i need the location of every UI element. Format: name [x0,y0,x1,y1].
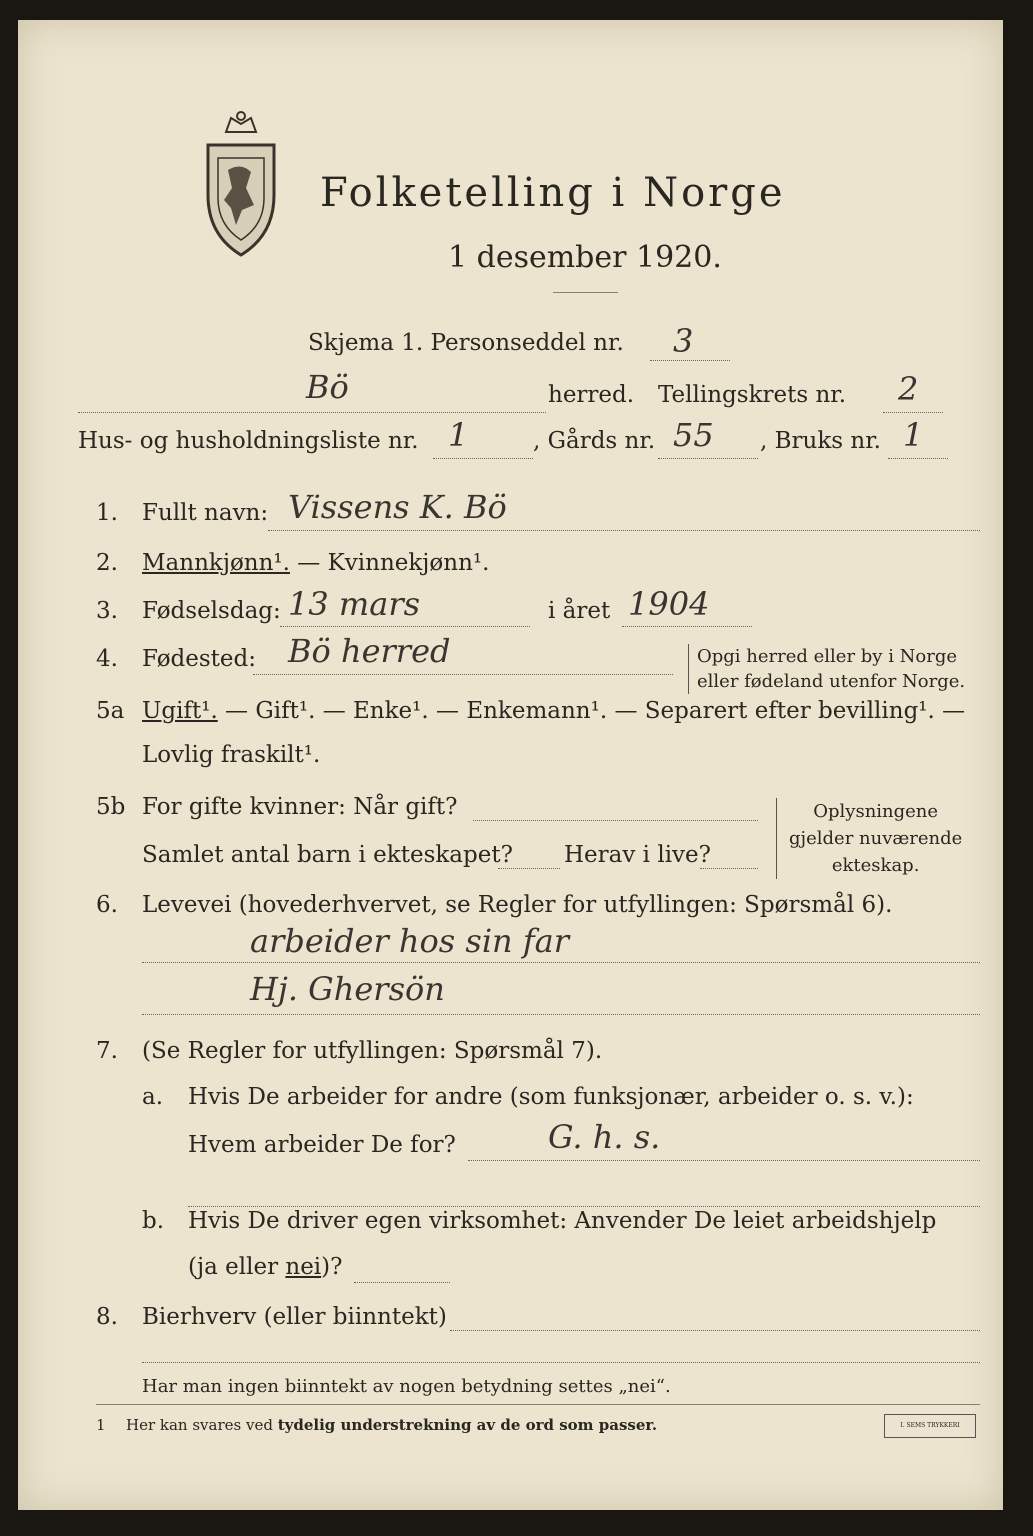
q4-note-line1: Opgi herred eller by i Norge [697,646,958,667]
q7b-q-pre: (ja eller [188,1254,286,1280]
q5b-note2: gjelder nuværende [789,828,963,849]
q6-value1: arbeider hos sin far [250,922,570,960]
q6-line1 [142,962,980,963]
q3-day-line [280,626,530,627]
gards-label: , Gårds nr. [533,428,656,454]
q4-number: 4. [96,646,118,672]
q6-number: 6. [96,892,118,918]
q5b-ilive-line [700,868,758,869]
q7-number: 7. [96,1038,118,1064]
q4-value: Bö herred [288,632,451,670]
q5b-line2b: Herav i live? [564,842,711,868]
q5a-options [142,698,965,724]
q7b-q-nei: nei [285,1254,322,1280]
q5a-rest: — Gift¹. — Enke¹. — Enkemann¹. — Separert efter bevilling¹. — [217,698,966,724]
tellingskrets-label: Tellingskrets nr. [658,382,847,408]
q5b-nar-gift-line [473,820,758,821]
q2-male: Mannkjønn¹. [142,550,290,576]
census-form [18,20,1003,1510]
q2-options [142,550,489,576]
q6-value2: Hj. Ghersön [250,970,445,1008]
q4-note [688,644,965,694]
q7a-value: G. h. s. [548,1118,661,1156]
bruks-label: , Bruks nr. [760,428,881,454]
form-title: Folketelling i Norge [320,170,786,216]
bruks-nr: 1 [903,416,924,454]
q5a-line2: Lovlig fraskilt¹. [142,742,321,768]
q7a-question: Hvem arbeider De for? [188,1132,456,1158]
form-date: 1 desember 1920. [448,240,722,275]
q5b-line2a: Samlet antal barn i ekteskapet? [142,842,513,868]
q7b-text: Hvis De driver egen virksomhet: Anvender De leiet arbeidshjelp [188,1208,937,1234]
q7a-line2 [188,1206,980,1207]
personseddel-nr: 3 [673,322,694,360]
q8-number: 8. [96,1304,118,1330]
q3-label: Fødselsdag: [142,598,281,624]
hus-nr: 1 [448,416,469,454]
printer-stamp: I. SEMS TRYKKERI [884,1414,976,1438]
q5a-number: 5a [96,698,125,724]
q2-number: 2. [96,550,118,576]
q7-label: (Se Regler for utfyllingen: Spørsmål 7). [142,1038,603,1064]
footnote-text [126,1416,657,1434]
q8-line2 [142,1362,980,1363]
herred-value: Bö [306,368,349,406]
herred-line [78,412,546,413]
footnote-number: 1 [96,1416,106,1434]
q3-year-value: 1904 [628,585,710,623]
q7a-line1 [468,1160,980,1161]
footnote-text-b: tydelig understrekning av de ord som passer. [277,1416,658,1434]
q7b-letter: b. [142,1208,165,1234]
q5b-barn-line [498,868,560,869]
q1-number: 1. [96,500,118,526]
q5a-ugift: Ugift¹. [142,698,218,724]
q7b-q-post: )? [321,1254,343,1280]
gards-nr: 55 [673,416,714,454]
personseddel-line [650,360,730,361]
footnote-text-a: Her kan svares ved [126,1416,278,1434]
q1-line [268,530,980,531]
footer-divider [96,1404,980,1405]
gards-line [658,458,758,459]
skjema-label: Skjema 1. Personseddel nr. [308,330,624,356]
hus-label: Hus- og husholdningsliste nr. [78,428,419,454]
title-divider [553,292,618,293]
q1-label: Fullt navn: [142,500,269,526]
q2-female: Kvinnekjønn¹. [327,550,490,576]
hus-line [433,458,533,459]
q4-line [253,674,673,675]
q8-line1 [450,1330,980,1331]
q7b-question [188,1254,342,1280]
q5b-line1: For gifte kvinner: Når gift? [142,794,458,820]
norway-coat-of-arms-icon [196,110,286,260]
footer-note: Har man ingen biinntekt av nogen betydning settes „nei“. [142,1376,671,1397]
bruks-line [888,458,948,459]
q8-label: Bierhverv (eller biinntekt) [142,1304,447,1330]
q5b-note3: ekteskap. [831,855,920,876]
q3-day-value: 13 mars [288,585,421,623]
q5b-note [776,798,962,879]
q3-year-line [622,626,752,627]
q7a-text: Hvis De arbeider for andre (som funksjonær, arbeider o. s. v.): [188,1084,914,1110]
q2-separator: — [289,550,328,576]
tellingskrets-line [883,412,943,413]
q5b-note1: Oplysningene [813,801,939,822]
q5b-number: 5b [96,794,126,820]
q7a-letter: a. [142,1084,164,1110]
herred-label: herred. [548,382,635,408]
q6-label: Levevei (hovederhvervet, se Regler for utfyllingen: Spørsmål 6). [142,892,893,918]
q6-line2 [142,1014,980,1015]
q4-label: Fødested: [142,646,257,672]
q1-value: Vissens K. Bö [288,488,507,526]
tellingskrets-nr: 2 [898,370,919,408]
q4-note-line2: eller fødeland utenfor Norge. [697,671,966,692]
q7b-line [354,1282,450,1283]
q3-year-label: i året [548,598,611,624]
q3-number: 3. [96,598,118,624]
